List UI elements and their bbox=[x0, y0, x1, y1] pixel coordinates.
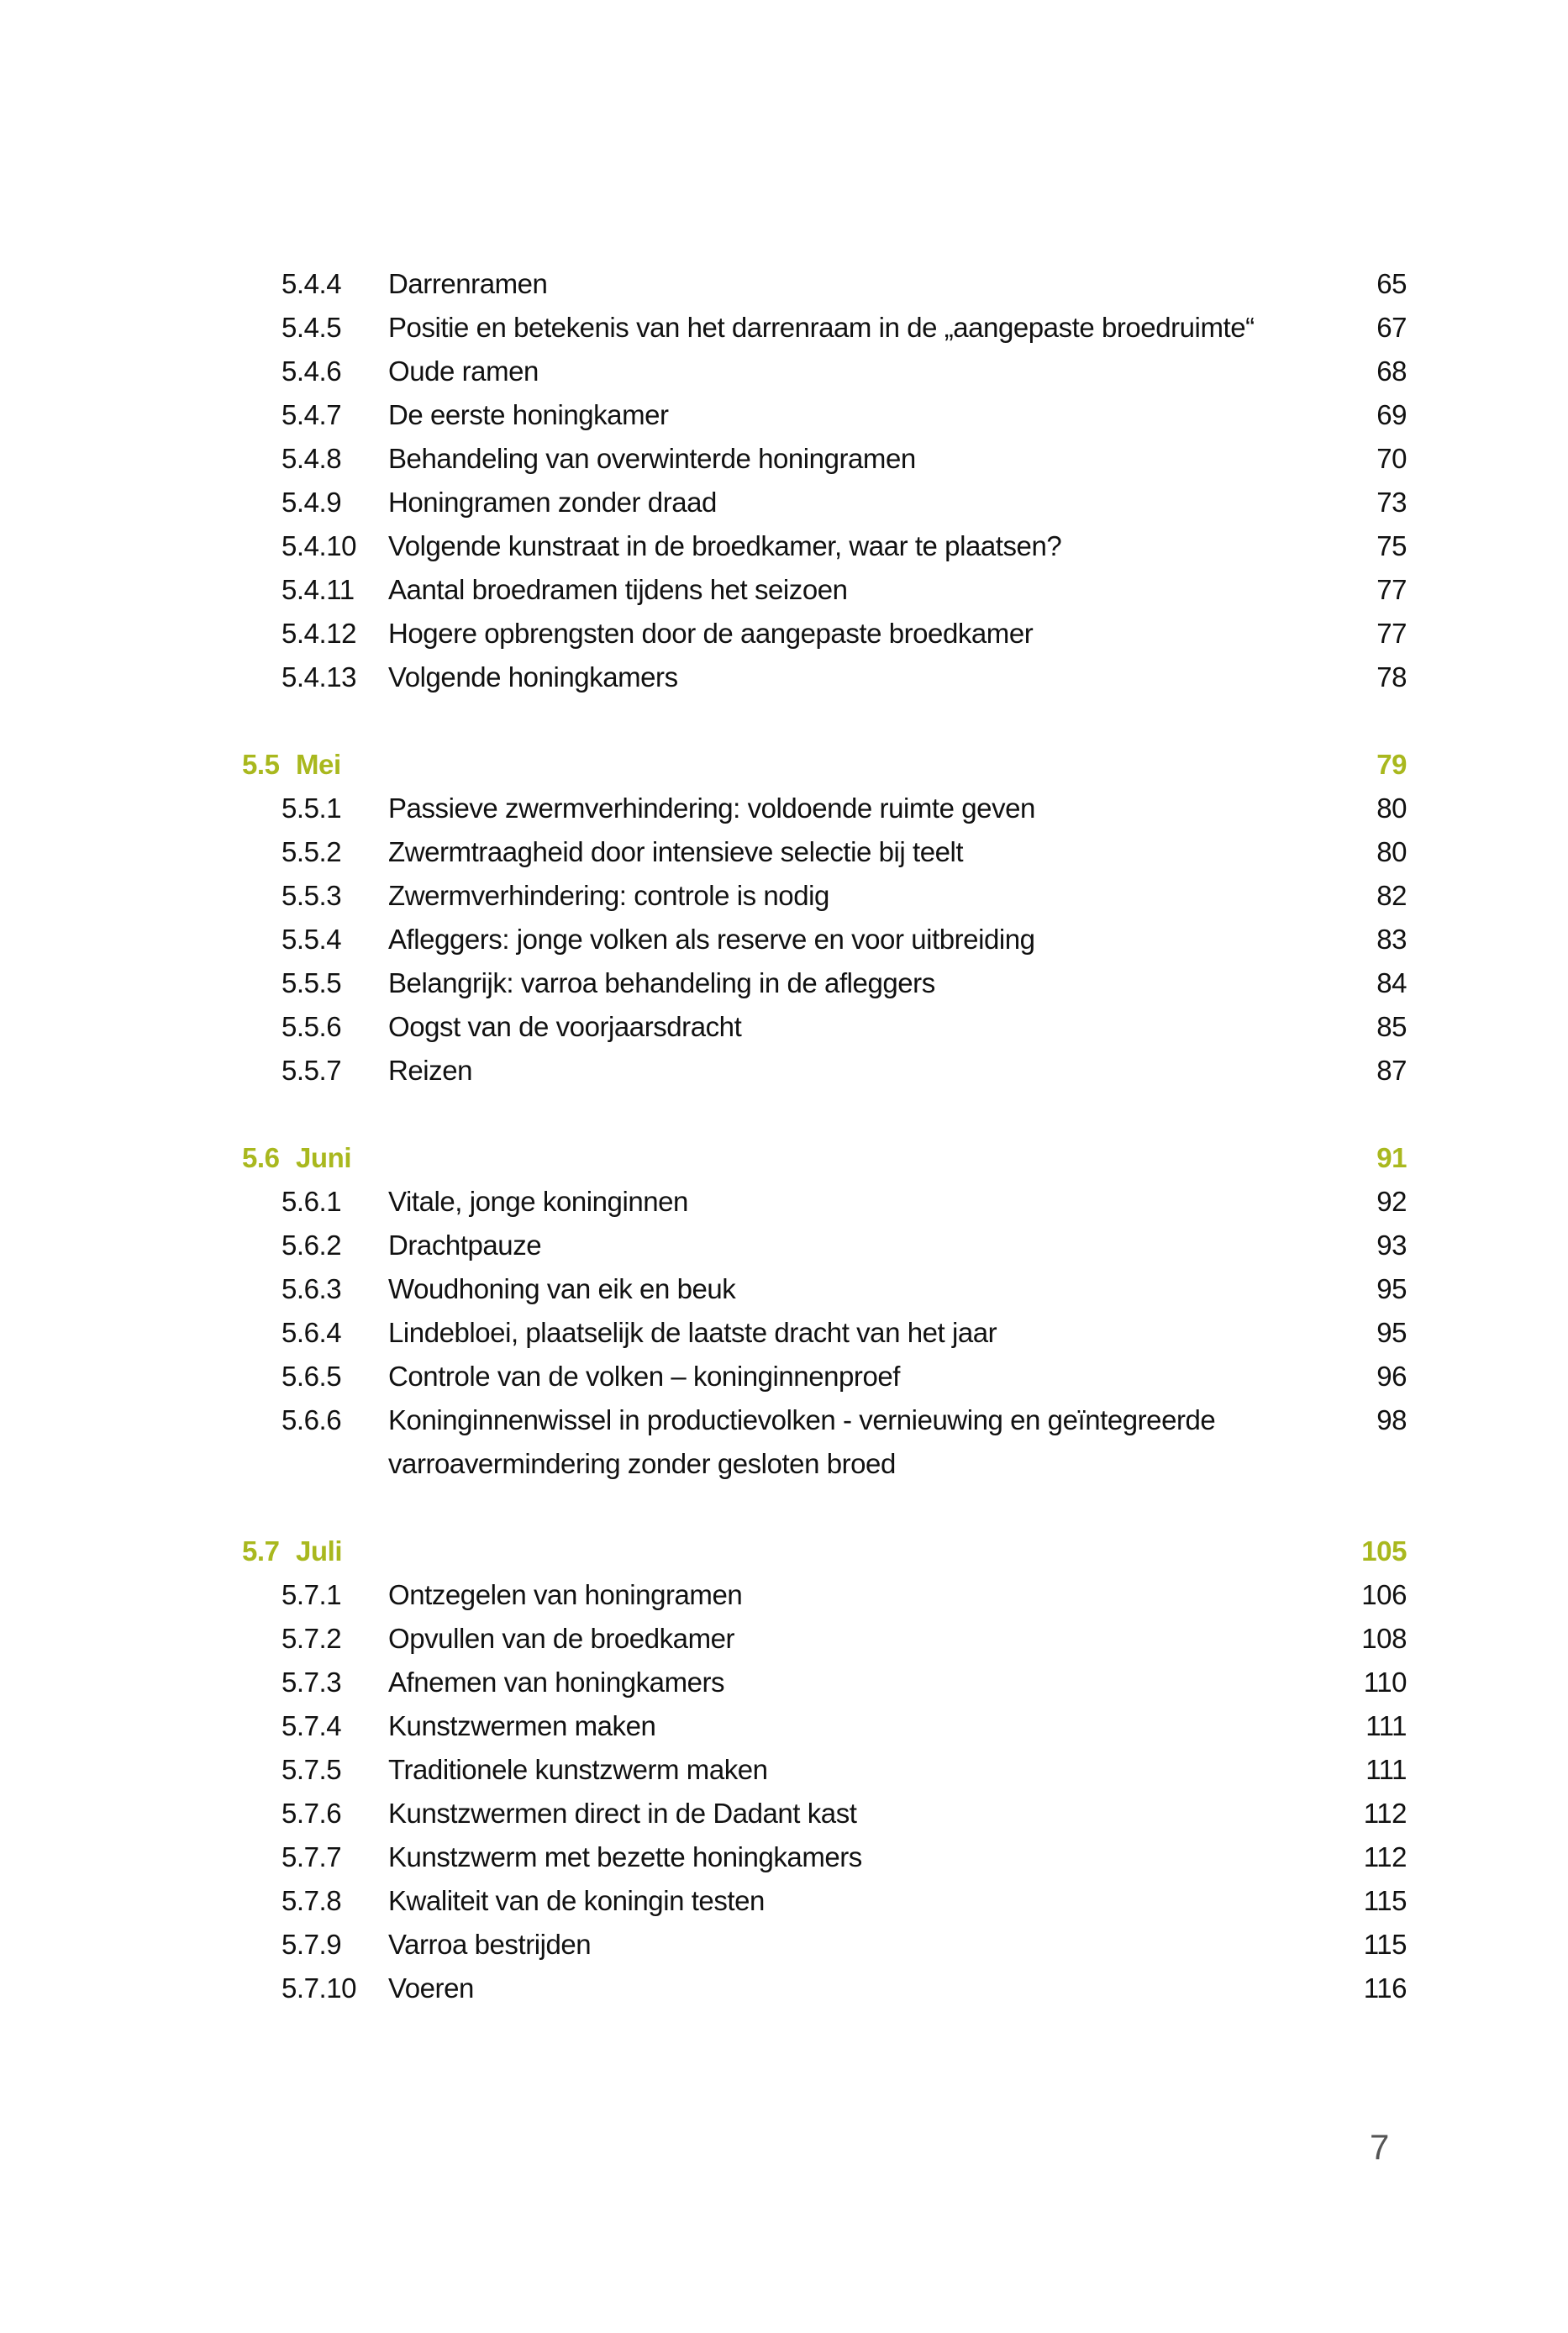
toc-entry[interactable] bbox=[242, 1617, 1407, 1661]
entry-page: 69 bbox=[1376, 399, 1407, 430]
entry-number: 5.5.5 bbox=[282, 967, 342, 998]
entry-title: Behandeling van overwinterde honingramen bbox=[388, 443, 916, 474]
table-of-contents bbox=[242, 262, 1407, 2010]
entry-page: 82 bbox=[1376, 880, 1407, 911]
toc-entry[interactable] bbox=[242, 568, 1407, 612]
entry-title: De eerste honingkamer bbox=[388, 399, 669, 430]
entry-title: Koninginnenwissel in productievolken - vernieuwing en geïntegreerde bbox=[388, 1404, 1216, 1435]
entry-number: 5.4.6 bbox=[282, 355, 342, 387]
toc-entry[interactable] bbox=[242, 1792, 1407, 1835]
entry-number: 5.6.1 bbox=[282, 1186, 342, 1217]
entry-title: Traditionele kunstzwerm maken bbox=[388, 1754, 768, 1785]
toc-entry[interactable] bbox=[242, 830, 1407, 874]
section-heading-mei[interactable] bbox=[242, 743, 1407, 787]
entry-number: 5.7.7 bbox=[282, 1841, 342, 1872]
entry-number: 5.6.3 bbox=[282, 1273, 342, 1304]
entry-page: 77 bbox=[1376, 618, 1407, 649]
entry-title: Controle van de volken – koninginnenproef bbox=[388, 1361, 900, 1392]
toc-entry-continuation[interactable] bbox=[242, 1442, 1407, 1486]
entry-title: Volgende kunstraat in de broedkamer, waar te plaatsen? bbox=[388, 530, 1062, 561]
entry-number: 5.7.1 bbox=[282, 1579, 342, 1610]
entry-title: Zwermverhindering: controle is nodig bbox=[388, 880, 829, 911]
section-title: Mei bbox=[296, 749, 341, 780]
entry-title: Afnemen van honingkamers bbox=[388, 1667, 725, 1698]
toc-entry[interactable] bbox=[242, 1835, 1407, 1879]
entry-title: Aantal broedramen tijdens het seizoen bbox=[388, 574, 848, 605]
entry-page: 70 bbox=[1376, 443, 1407, 474]
entry-number: 5.7.6 bbox=[282, 1798, 342, 1829]
entry-number: 5.4.5 bbox=[282, 312, 342, 343]
entry-title: Positie en betekenis van het darrenraam in de „aangepaste broedruimte“ bbox=[388, 312, 1255, 343]
entry-title: Vitale, jonge koninginnen bbox=[388, 1186, 688, 1217]
entry-number: 5.5.3 bbox=[282, 880, 342, 911]
section-number: 5.6 bbox=[242, 1142, 280, 1173]
entry-page: 116 bbox=[1363, 1972, 1407, 2004]
entry-page: 68 bbox=[1376, 355, 1407, 387]
toc-entry[interactable] bbox=[242, 1879, 1407, 1923]
entry-page: 96 bbox=[1376, 1361, 1407, 1392]
page-number: 7 bbox=[1370, 2127, 1390, 2167]
toc-entry[interactable] bbox=[242, 262, 1407, 306]
entry-page: 73 bbox=[1376, 487, 1407, 518]
entry-number: 5.6.2 bbox=[282, 1230, 342, 1261]
entry-page: 112 bbox=[1363, 1798, 1407, 1829]
entry-page: 84 bbox=[1376, 967, 1407, 998]
entry-number: 5.7.10 bbox=[282, 1972, 357, 2004]
entry-title: Passieve zwermverhindering: voldoende ruimte geven bbox=[388, 793, 1035, 824]
entry-page: 87 bbox=[1376, 1055, 1407, 1086]
toc-entry[interactable] bbox=[242, 1005, 1407, 1049]
entry-number: 5.5.4 bbox=[282, 924, 342, 955]
toc-entry[interactable] bbox=[242, 1355, 1407, 1398]
entry-page: 112 bbox=[1363, 1841, 1407, 1872]
toc-entry[interactable] bbox=[242, 918, 1407, 961]
entry-title: Afleggers: jonge volken als reserve en voor uitbreiding bbox=[388, 924, 1035, 955]
section-number: 5.5 bbox=[242, 749, 280, 780]
entry-page: 77 bbox=[1376, 574, 1407, 605]
toc-entry[interactable] bbox=[242, 350, 1407, 393]
entry-page: 106 bbox=[1361, 1579, 1407, 1610]
entry-number: 5.4.10 bbox=[282, 530, 357, 561]
entry-title: Kunstzwerm met bezette honingkamers bbox=[388, 1841, 862, 1872]
entry-page: 95 bbox=[1376, 1317, 1407, 1348]
entry-number: 5.4.7 bbox=[282, 399, 342, 430]
toc-entry[interactable] bbox=[242, 1049, 1407, 1093]
entry-page: 98 bbox=[1376, 1404, 1407, 1435]
toc-entry[interactable] bbox=[242, 306, 1407, 350]
section-heading-juni[interactable] bbox=[242, 1136, 1407, 1180]
toc-entry[interactable] bbox=[242, 1224, 1407, 1267]
entry-number: 5.7.5 bbox=[282, 1754, 342, 1785]
toc-entry[interactable] bbox=[242, 1704, 1407, 1748]
entry-page: 110 bbox=[1363, 1667, 1407, 1698]
entry-title: Oude ramen bbox=[388, 355, 539, 387]
entry-title-continued: varroavermindering zonder gesloten broed bbox=[388, 1448, 896, 1479]
toc-entry[interactable] bbox=[242, 1923, 1407, 1967]
section-spacer bbox=[242, 1093, 1407, 1136]
entry-number: 5.4.9 bbox=[282, 487, 342, 518]
toc-entry[interactable] bbox=[242, 961, 1407, 1005]
entry-number: 5.7.4 bbox=[282, 1710, 342, 1741]
entry-number: 5.7.8 bbox=[282, 1885, 342, 1916]
entry-page: 85 bbox=[1376, 1011, 1407, 1042]
entry-page: 83 bbox=[1376, 924, 1407, 955]
entry-title: Volgende honingkamers bbox=[388, 661, 678, 693]
entry-number: 5.4.11 bbox=[282, 574, 355, 605]
toc-entry[interactable] bbox=[242, 656, 1407, 699]
entry-number: 5.4.4 bbox=[282, 268, 342, 299]
entry-number: 5.7.9 bbox=[282, 1929, 342, 1960]
toc-entry[interactable] bbox=[242, 1267, 1407, 1311]
toc-entry[interactable] bbox=[242, 1180, 1407, 1224]
toc-entry[interactable] bbox=[242, 524, 1407, 568]
entry-title: Kunstzwermen maken bbox=[388, 1710, 656, 1741]
section-page: 91 bbox=[1376, 1142, 1407, 1173]
entry-title: Woudhoning van eik en beuk bbox=[388, 1273, 736, 1304]
entry-page: 80 bbox=[1376, 793, 1407, 824]
toc-entry[interactable] bbox=[242, 874, 1407, 918]
entry-number: 5.6.5 bbox=[282, 1361, 342, 1392]
toc-entry[interactable] bbox=[242, 1967, 1407, 2010]
entry-title: Drachtpauze bbox=[388, 1230, 542, 1261]
toc-entry[interactable] bbox=[242, 393, 1407, 437]
entry-title: Honingramen zonder draad bbox=[388, 487, 717, 518]
entry-number: 5.6.4 bbox=[282, 1317, 342, 1348]
entry-title: Oogst van de voorjaarsdracht bbox=[388, 1011, 742, 1042]
entry-title: Varroa bestrijden bbox=[388, 1929, 592, 1960]
entry-title: Opvullen van de broedkamer bbox=[388, 1623, 735, 1654]
toc-entry[interactable] bbox=[242, 612, 1407, 656]
toc-entry[interactable] bbox=[242, 1398, 1407, 1442]
entry-page: 78 bbox=[1376, 661, 1407, 693]
toc-entry[interactable] bbox=[242, 1748, 1407, 1792]
entry-number: 5.5.2 bbox=[282, 836, 342, 867]
entry-number: 5.6.6 bbox=[282, 1404, 342, 1435]
section-spacer bbox=[242, 1486, 1407, 1530]
toc-entry[interactable] bbox=[242, 1311, 1407, 1355]
toc-entry[interactable] bbox=[242, 1661, 1407, 1704]
entry-title: Voeren bbox=[388, 1972, 474, 2004]
entry-title: Zwermtraagheid door intensieve selectie bij teelt bbox=[388, 836, 964, 867]
entry-title: Reizen bbox=[388, 1055, 473, 1086]
section-title: Juli bbox=[296, 1535, 343, 1567]
entry-page: 111 bbox=[1365, 1710, 1407, 1741]
entry-page: 67 bbox=[1376, 312, 1407, 343]
section-title: Juni bbox=[296, 1142, 352, 1173]
entry-page: 65 bbox=[1376, 268, 1407, 299]
entry-title: Darrenramen bbox=[388, 268, 548, 299]
entry-title: Hogere opbrengsten door de aangepaste broedkamer bbox=[388, 618, 1034, 649]
entry-title: Kwaliteit van de koningin testen bbox=[388, 1885, 765, 1916]
entry-page: 80 bbox=[1376, 836, 1407, 867]
entry-title: Kunstzwermen direct in de Dadant kast bbox=[388, 1798, 857, 1829]
entry-page: 75 bbox=[1376, 530, 1407, 561]
section-number: 5.7 bbox=[242, 1535, 280, 1567]
section-page: 79 bbox=[1376, 749, 1407, 780]
entry-page: 95 bbox=[1376, 1273, 1407, 1304]
entry-page: 92 bbox=[1376, 1186, 1407, 1217]
toc-entry[interactable] bbox=[242, 787, 1407, 830]
entry-title: Belangrijk: varroa behandeling in de afleggers bbox=[388, 967, 935, 998]
entry-number: 5.5.1 bbox=[282, 793, 342, 824]
entry-number: 5.5.7 bbox=[282, 1055, 342, 1086]
entry-title: Lindebloei, plaatselijk de laatste dracht van het jaar bbox=[388, 1317, 997, 1348]
entry-number: 5.7.2 bbox=[282, 1623, 342, 1654]
entry-page: 111 bbox=[1365, 1754, 1407, 1785]
toc-entry[interactable] bbox=[242, 1573, 1407, 1617]
entry-page: 108 bbox=[1361, 1623, 1407, 1654]
entry-number: 5.5.6 bbox=[282, 1011, 342, 1042]
toc-entry[interactable] bbox=[242, 481, 1407, 524]
section-heading-juli[interactable] bbox=[242, 1530, 1407, 1573]
entry-title: Ontzegelen van honingramen bbox=[388, 1579, 743, 1610]
toc-entry[interactable] bbox=[242, 437, 1407, 481]
entry-page: 115 bbox=[1363, 1929, 1407, 1960]
entry-page: 93 bbox=[1376, 1230, 1407, 1261]
section-page: 105 bbox=[1361, 1535, 1407, 1567]
entry-number: 5.4.13 bbox=[282, 661, 357, 693]
entry-number: 5.7.3 bbox=[282, 1667, 342, 1698]
entry-page: 115 bbox=[1363, 1885, 1407, 1916]
entry-number: 5.4.12 bbox=[282, 618, 357, 649]
section-spacer bbox=[242, 699, 1407, 743]
entry-number: 5.4.8 bbox=[282, 443, 342, 474]
